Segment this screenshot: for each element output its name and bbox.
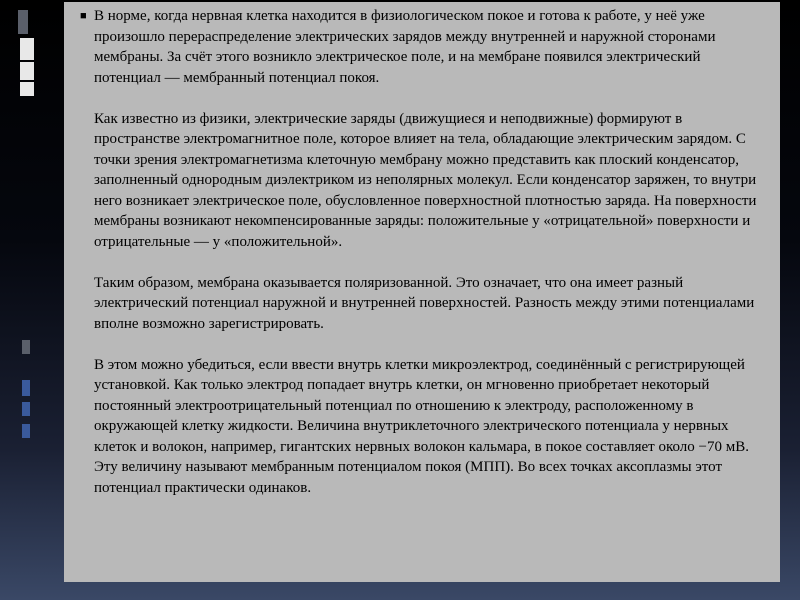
bullet-icon: ■ [80, 10, 87, 22]
rail-strip [20, 38, 34, 60]
text-box [64, 2, 780, 582]
rail-strip [20, 82, 34, 96]
paragraph: В этом можно убедиться, если ввести внутрь клетки микроэлектрод, соединённый с регистрирующей установкой. Как только электрод попадает внутрь клетки, он мгновенно приобретает некоторый постоянный электроотрицательный потенциал по отношению к электроду, расположенному в окружающей клетку жидкости. Величина внутриклеточного электрического потенциала у нервных клеток и волокон, например, гигантских нервных волокон кальмара, в покое составляет около −70 мВ. Эту величину называют мембранным потенциалом покоя (МПП). Во всех точках аксоплазмы этот потенциал практически одинаков. [94, 356, 749, 496]
rail-strip [18, 10, 28, 34]
rail-strip [22, 402, 30, 416]
paragraph: Таким образом, мембрана оказывается поляризованной. Это означает, что она имеет разный электрический потенциал наружной и внутренней поверхностей. Разность между этими потенциалами вполне возможно зарегистрировать. [94, 274, 755, 332]
decorative-left-rail [0, 0, 40, 600]
paragraph: Как известно из физики, электрические заряды (движущиеся и неподвижные) формируют в пространстве электромагнитное поле, которое влияет на тела, обладающие электрическим зарядом. С точки зрения электромагнетизма клеточную мембрану можно представить как плоский конденсатор, заполненный однородным диэлектриком из неполярных молекул. Если конденсатор заряжен, то внутри него возникает электрическое поле, обусловленное поверхностной плотностью заряда. На поверхности мембраны возникают некомпенсированные заряды: положительные у «отрицательной» поверхности и отрицательные — у «положительной». [94, 110, 757, 250]
rail-strip [22, 424, 30, 438]
paragraph: В норме, когда нервная клетка находится в физиологическом покое и готова к работе, у неё уже произошло перераспределение электрических зарядов между внутренней и наружной сторонами мембраны. За счёт этого возникло электрическое поле, и на мембране появился электрический потенциал — мембранный потенциал покоя. [94, 8, 716, 86]
list-item [80, 6, 768, 498]
rail-strip [20, 62, 34, 80]
rail-strip [22, 340, 30, 354]
bullet-list [78, 6, 768, 498]
rail-strip [22, 380, 30, 396]
